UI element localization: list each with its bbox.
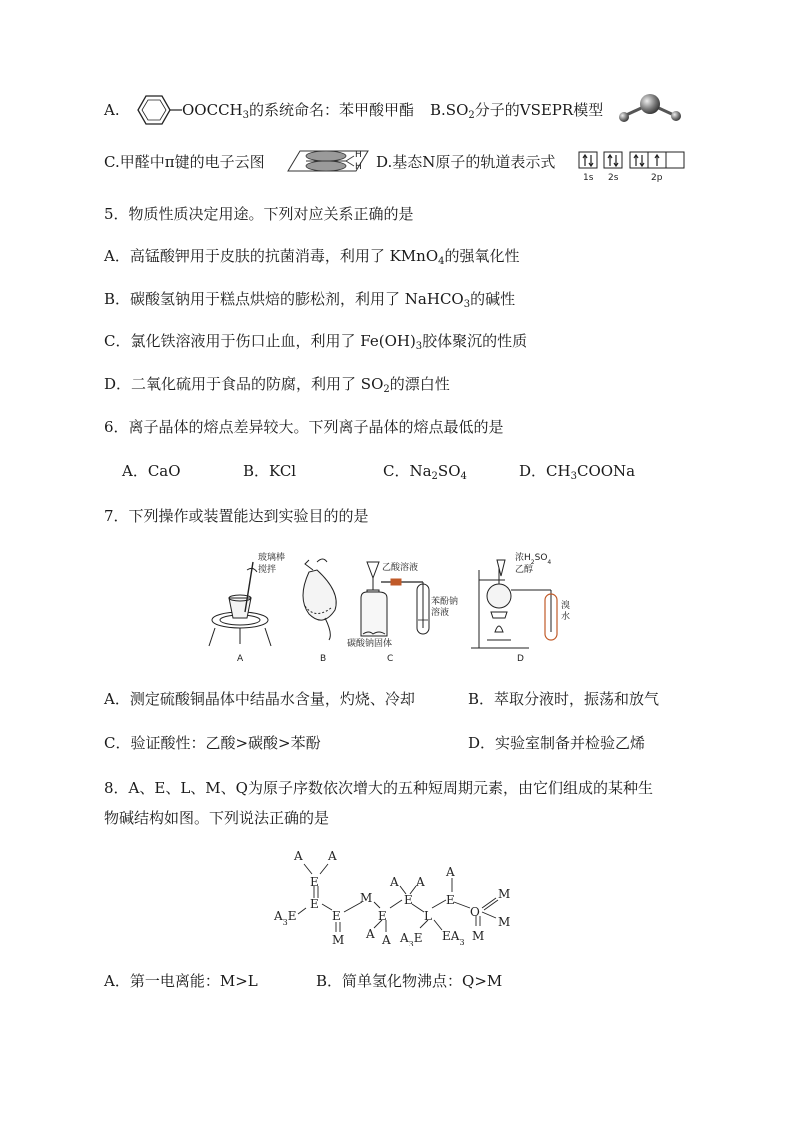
q7-option-a: A．测定硫酸铜晶体中结晶水含量，灼烧、冷却 — [104, 690, 415, 708]
q5-option-d — [104, 374, 450, 394]
q6-c-sub1: 2 — [431, 471, 438, 482]
label-phenolate-1: 苯酚钠 — [431, 597, 459, 607]
q6-c-text: C．Na — [383, 462, 432, 480]
q5-option-a — [104, 246, 520, 266]
label-fig-a: A — [237, 654, 244, 664]
apparatus-b — [303, 559, 336, 640]
svg-text:E: E — [310, 875, 319, 889]
svg-text:L: L — [424, 909, 432, 923]
ester-group-sub: 3 — [242, 110, 250, 121]
label-conc-h2so4: 浓$H_2SO_4$ — [515, 553, 552, 566]
svg-text:E: E — [446, 893, 455, 907]
q6-stem: 6．离子晶体的熔点差异较大。下列离子晶体的熔点最低的是 — [104, 418, 504, 436]
q4-option-d: D.基态N原子的轨道表示式 — [376, 153, 556, 171]
q5-d-text: D．二氧化硫用于食品的防腐，利用了 SO — [104, 375, 384, 393]
h-label: H — [355, 162, 362, 172]
q5-a-text: A．高锰酸钾用于皮肤的抗菌消毒，利用了 KMnO — [104, 247, 439, 265]
pi-bond-electron-cloud-icon — [286, 145, 370, 175]
q7-stem: 7．下列操作或装置能达到实验目的的是 — [104, 507, 369, 525]
q5-a-sub: 4 — [438, 256, 445, 267]
q5-c-tail: 胶体聚沉的性质 — [422, 332, 528, 350]
label-fig-c: C — [387, 654, 394, 664]
q8-option-b: B．简单氢化物沸点：Q>M — [316, 972, 503, 990]
benzene-ring-diagram — [128, 92, 184, 128]
label-fig-d: D — [517, 654, 524, 664]
q8-option-a: A．第一电离能：M>L — [104, 972, 258, 990]
svg-text:M: M — [472, 929, 485, 943]
svg-text:E: E — [332, 909, 341, 923]
q4-option-a-text — [182, 100, 414, 120]
svg-text:O: O — [470, 905, 480, 919]
apparatus-d — [471, 560, 557, 648]
svg-text:A: A — [328, 849, 337, 863]
svg-text:A3E: $A_3E$ — [400, 931, 423, 946]
svg-text:A: A — [294, 849, 303, 863]
svg-text:M: M — [360, 891, 373, 905]
q5-a-tail: 的强氧化性 — [444, 247, 520, 265]
label-stir: 搅拌 — [258, 565, 277, 575]
svg-text:M: M — [498, 887, 511, 901]
q5-b-sub: 3 — [463, 299, 471, 310]
q5-stem: 5．物质性质决定用途。下列对应关系正确的是 — [104, 205, 414, 223]
svg-text:E: E — [404, 893, 413, 907]
label-acetic-solution: 乙酸溶液 — [382, 563, 419, 573]
q4-option-b — [430, 100, 603, 120]
q6-option-c — [383, 461, 467, 481]
q6-option-d — [519, 461, 635, 481]
q4-option-b-sub: 2 — [468, 110, 475, 121]
alkaloid-structure-diagram — [270, 846, 520, 946]
label-bromine-1: 溴 — [561, 601, 571, 611]
svg-text:A3E: $A_3E$ — [274, 909, 297, 927]
q8-stem-line-2: 物碱结构如图。下列说法正确的是 — [104, 809, 330, 827]
q5-option-b — [104, 289, 515, 309]
q6-d-sub: 3 — [570, 471, 577, 482]
q6-c-sub2: 4 — [460, 471, 467, 482]
q5-b-text: B．碳酸氢钠用于糕点烘焙的膨松剂，利用了 NaHCO — [104, 290, 464, 308]
q4-option-a-prefix: A. — [104, 101, 120, 119]
svg-text:A: A — [366, 927, 375, 941]
q5-c-text: C．氯化铁溶液用于伤口止血，利用了 Fe(OH) — [104, 332, 416, 350]
q6-d-tail: COONa — [576, 462, 636, 480]
q6-c-text2: SO — [437, 462, 461, 480]
q4-option-b-prefix: B.SO — [430, 101, 469, 119]
svg-text:E: E — [310, 897, 319, 911]
label-glass-rod: 玻璃棒 — [258, 553, 286, 563]
label-fig-b: B — [320, 654, 327, 664]
q6-option-a: A．CaO — [122, 462, 181, 480]
q7-option-d: D．实验室制备并检验乙烯 — [468, 734, 646, 752]
svg-text:M: M — [498, 915, 511, 929]
q6-d-text: D．CH — [519, 462, 571, 480]
q7-apparatus-figure — [205, 548, 585, 666]
q4-option-c: C.甲醛中π键的电子云图 — [104, 153, 265, 171]
q4-option-a-rest: 的系统命名：苯甲酸甲酯 — [249, 101, 415, 119]
svg-text:A: A — [446, 865, 455, 879]
q5-b-tail: 的碱性 — [470, 290, 516, 308]
label-carbonate-solid: 碳酸钠固体 — [347, 639, 393, 649]
h-label: H — [355, 150, 362, 160]
svg-text:M: M — [332, 933, 345, 946]
label-phenolate-2: 溶液 — [431, 608, 450, 618]
q5-c-sub: 3 — [415, 341, 423, 352]
q6-option-b: B．KCl — [243, 462, 297, 480]
label-ethanol: 乙醇 — [515, 565, 534, 575]
q4-option-b-rest: 分子的VSEPR模型 — [474, 101, 604, 119]
q7-option-c: C．验证酸性：乙酸>碳酸>苯酚 — [104, 734, 321, 752]
orbital-label-1s: 1s — [583, 173, 594, 182]
svg-text:A: A — [416, 875, 425, 889]
svg-text:E: E — [378, 909, 387, 923]
svg-text:A: A — [390, 875, 399, 889]
q7-option-b: B．萃取分液时，振荡和放气 — [468, 690, 660, 708]
orbital-label-2p: 2p — [651, 173, 663, 182]
orbital-label-2s: 2s — [608, 173, 619, 182]
q5-d-sub: 2 — [383, 384, 390, 395]
label-bromine-2: 水 — [561, 612, 571, 622]
svg-text:A: A — [382, 933, 391, 946]
ester-group: OOCCH — [182, 101, 243, 119]
q8-stem-line-1: 8．A、E、L、M、Q为原子序数依次增大的五种短周期元素，由它们组成的某种生 — [104, 779, 653, 797]
svg-text:EA3: $EA_3$ — [442, 929, 465, 946]
apparatus-c — [361, 562, 429, 636]
q5-option-c — [104, 331, 527, 351]
q4-option-a — [104, 100, 120, 120]
nitrogen-orbital-diagram — [578, 150, 688, 182]
so2-vsepr-model-icon — [616, 92, 686, 126]
q5-d-tail: 的漂白性 — [389, 375, 450, 393]
